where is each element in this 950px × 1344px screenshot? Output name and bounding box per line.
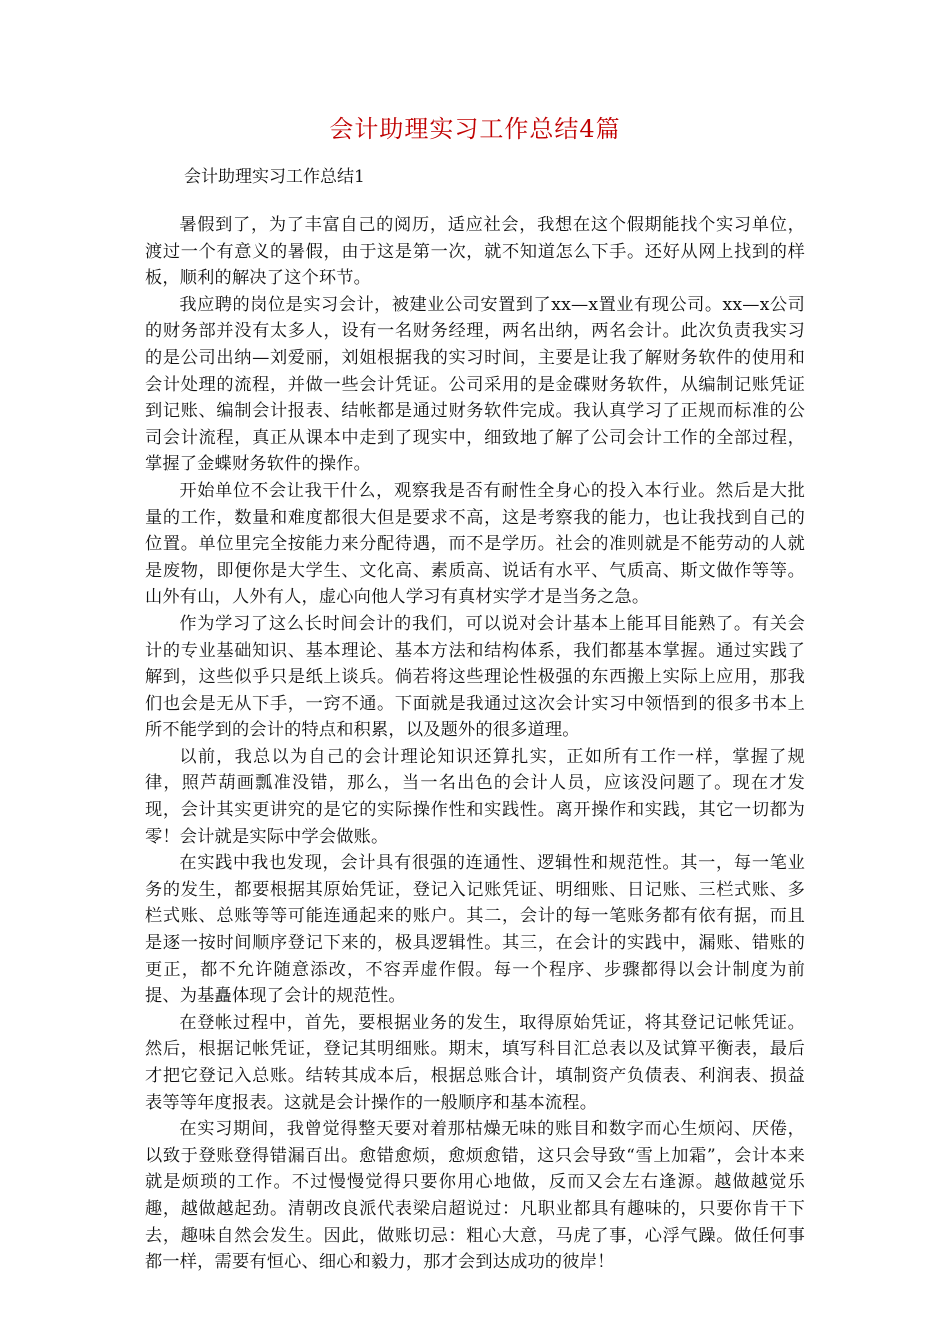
paragraph: 在实习期间，我曾觉得整天要对着那枯燥无味的账目和数字而心生烦闷、厌倦，以致于登账登得错漏百出。愈错愈烦，愈烦愈错，这只会导致“雪上加霜”，会计本来就是烦琐的工作。不过慢慢觉得只要你用心地做，反而又会左右逢源。越做越觉乐趣，越做越起劲。清朝改良派代表梁启超说过：凡职业都具有趣味的，只要你肯干下去，趣味自然会发生。因此，做账切忌：粗心大意，马虎了事，心浮气躁。做任何事都一样，需要有恒心、细心和毅力，那才会到达成功的彼岸！ [145,1119,805,1273]
document-title: 会计助理实习工作总结4篇 [329,115,621,143]
paragraph: 在实践中我也发现，会计具有很强的连通性、逻辑性和规范性。其一，每一笔业务的发生，都要根据其原始凭证，登记入记账凭证、明细账、日记账、三栏式账、多栏式账、总账等等可能连通起来的账户。其二，会计的每一笔账务都有依有据，而且是逐一按时间顺序登记下来的，极具逻辑性。其三，在会计的实践中，漏账、错账的更正，都不允许随意添改，不容弄虚作假。每一个程序、步骤都得以会计制度为前提、为基矗体现了会计的规范性。 [145,853,805,1007]
paragraph: 暑假到了，为了丰富自己的阅历，适应社会，我想在这个假期能找个实习单位，渡过一个有意义的暑假，由于这是第一次，就不知道怎么下手。还好从网上找到的样板，顺利的解决了这个环节。 [145,215,805,289]
paragraph: 以前，我总以为自己的会计理论知识还算扎实，正如所有工作一样，掌握了规律，照芦葫画瓢准没错，那么，当一名出色的会计人员，应该没问题了。现在才发现，会计其实更讲究的是它的实际操作性和实践性。离开操作和实践，其它一切都为零！会计就是实际中学会做账。 [145,746,805,847]
paragraph: 作为学习了这么长时间会计的我们，可以说对会计基本上能耳目能熟了。有关会计的专业基础知识、基本理论、基本方法和结构体系，我们都基本掌握。通过实践了解到，这些似乎只是纸上谈兵。倘若将这些理论性极强的东西搬上实际上应用，那我们也会是无从下手，一窍不通。下面就是我通过这次会计实习中领悟到的很多书本上所不能学到的会计的特点和积累，以及题外的很多道理。 [145,613,805,741]
paragraph: 在登帐过程中，首先，要根据业务的发生，取得原始凭证，将其登记记帐凭证。然后，根据记帐凭证，登记其明细账。期末，填写科目汇总表以及试算平衡表，最后才把它登记入总账。结转其成本后，根据总账合计，填制资产负债表、利润表、损益表等等年度报表。这就是会计操作的一般顺序和基本流程。 [145,1012,805,1113]
section-heading: 会计助理实习工作总结1 [184,167,365,187]
paragraph: 我应聘的岗位是实习会计，被建业公司安置到了xx—x置业有现公司。xx—x公司的财务部并没有太多人，设有一名财务经理，两名出纳，两名会计。此次负责我实习的是公司出纳—刘爱丽，刘姐根据我的实习时间，主要是让我了解财务软件的使用和会计处理的流程，并做一些会计凭证。公司采用的是金碟财务软件，从编制记账凭证到记账、编制会计报表、结帐都是通过财务软件完成。我认真学习了正规而标准的公司会计流程，真正从课本中走到了现实中，细致地了解了公司会计工作的全部过程，掌握了金蝶财务软件的操作。 [145,294,805,475]
paragraph: 开始单位不会让我干什么，观察我是否有耐性全身心的投入本行业。然后是大批量的工作，数量和难度都很大但是要求不高，这是考察我的能力，也让我找到自己的位置。单位里完全按能力来分配待遇，而不是学历。社会的准则就是不能劳动的人就是废物，即便你是大学生、文化高、素质高、说话有水平、气质高、斯文做作等等。山外有山，人外有人，虚心向他人学习有真材实学才是当务之急。 [145,480,805,608]
document-body [145,212,805,1276]
